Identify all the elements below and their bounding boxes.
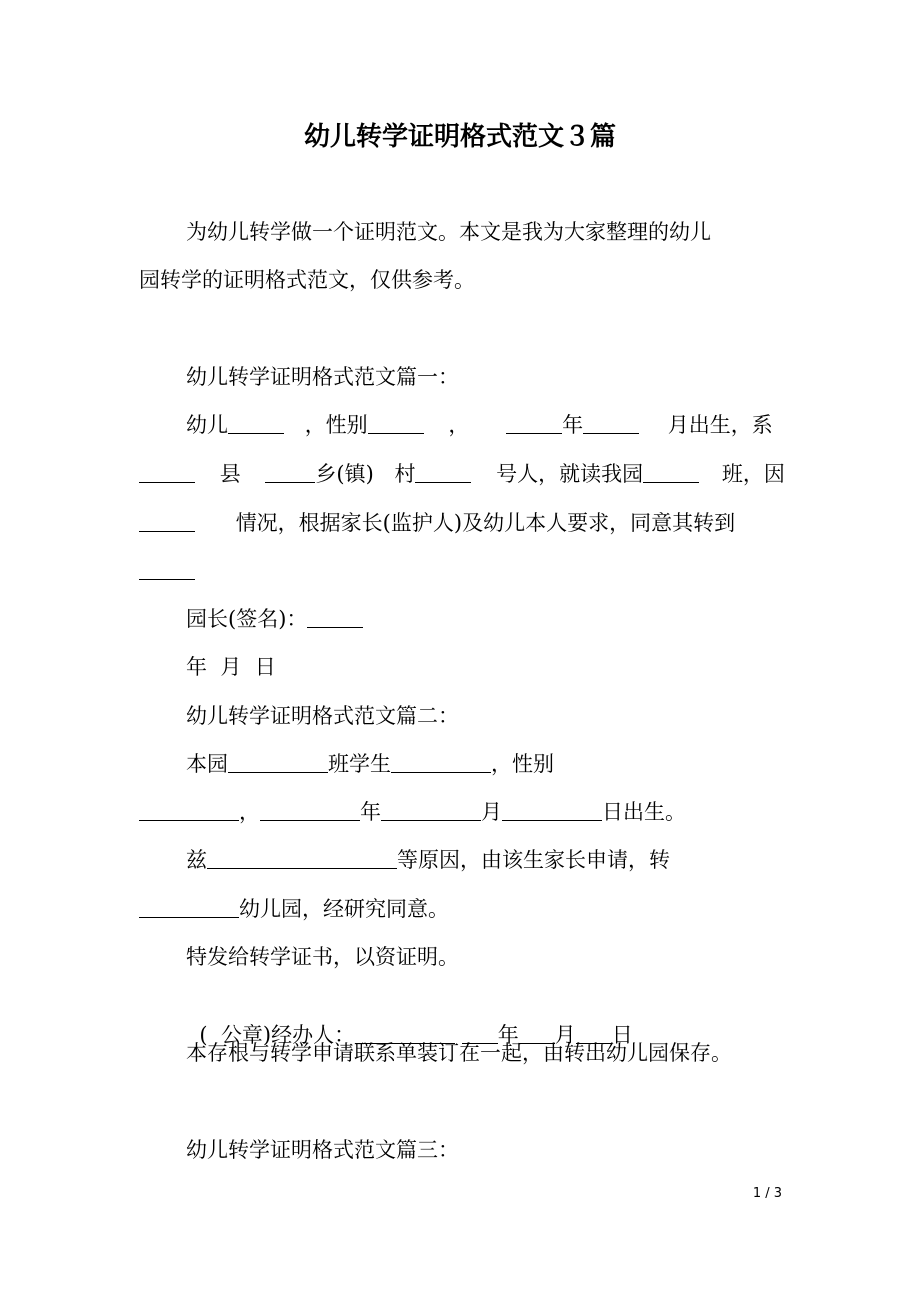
blank-signature bbox=[307, 605, 363, 628]
section1-line-3: 情况，根据家长(监护人)及幼儿本人要求，同意其转到 bbox=[139, 508, 735, 538]
blank-gender bbox=[139, 798, 239, 821]
section1-line-4 bbox=[139, 556, 195, 586]
blank-kindergarten bbox=[139, 895, 239, 918]
section1-date: 年 月 日 bbox=[186, 655, 276, 679]
section2-heading: 幼儿转学证明格式范文篇二： bbox=[186, 704, 459, 728]
section2-line-5: 特发给转学证书，以资证明。 bbox=[186, 945, 459, 969]
page-number: 1 / 3 bbox=[752, 1186, 782, 1201]
blank-gender bbox=[368, 411, 424, 434]
section2-line-7: 本存根与转学申请联系单装订在一起，由转出幼儿园保存。 bbox=[186, 1041, 732, 1065]
intro-line-1: 为幼儿转学做一个证明范文。本文是我为大家整理的幼儿 bbox=[186, 220, 711, 244]
blank-village bbox=[415, 460, 471, 483]
blank-year bbox=[506, 411, 562, 434]
section2-line-3: 兹 等原因，由该生家长申请，转 bbox=[186, 848, 670, 872]
blank-month bbox=[381, 798, 481, 821]
section2-line-4: 幼儿园，经研究同意。 bbox=[139, 894, 449, 924]
intro-line-2: 园转学的证明格式范文，仅供参考。 bbox=[139, 268, 475, 292]
section3-heading: 幼儿转学证明格式范文篇三： bbox=[186, 1138, 459, 1162]
blank-year bbox=[260, 798, 360, 821]
blank-township bbox=[265, 460, 315, 483]
blank-transfer-to bbox=[139, 557, 195, 580]
blank-county bbox=[139, 460, 195, 483]
blank-class bbox=[643, 460, 699, 483]
blank-day bbox=[502, 798, 602, 821]
blank-reason bbox=[207, 846, 397, 869]
blank-month bbox=[583, 411, 639, 434]
section1-sign: 园长(签名)： bbox=[186, 604, 363, 634]
section2-line-6: ( 公章)经办人： 年 月 日 bbox=[199, 1023, 633, 1047]
section1-line-2: 县 乡(镇) 村 号人，就读我园 班，因 bbox=[139, 459, 785, 489]
section2-line-1: 本园 班学生 ，性别 bbox=[186, 752, 554, 776]
document-title: 幼儿转学证明格式范文３篇 bbox=[303, 122, 616, 152]
section1-heading: 幼儿转学证明格式范文篇一： bbox=[186, 365, 459, 389]
blank-reason bbox=[139, 509, 195, 532]
blank-name bbox=[228, 411, 284, 434]
section1-line-1: 幼儿 ，性别 ， 年 月出生，系 bbox=[186, 413, 773, 437]
blank-student bbox=[391, 750, 491, 773]
blank-class bbox=[228, 750, 328, 773]
section2-line-2: ， 年 月 日出生。 bbox=[139, 797, 686, 827]
